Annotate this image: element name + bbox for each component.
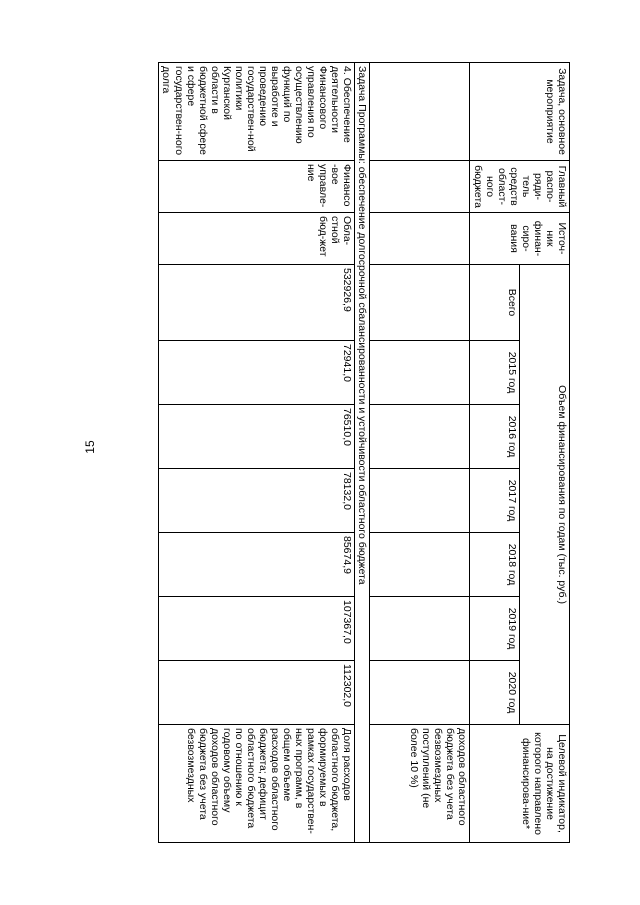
row-value: 72941,0 (159, 341, 355, 405)
prev-cell (370, 405, 470, 469)
prev-cell (370, 533, 470, 597)
header-year: 2019 год (470, 597, 520, 661)
row-task (159, 63, 355, 161)
section-title: Задача Программы: обеспечение долгосрочной сбалансированности и устойчивости областного бюджета (355, 63, 370, 843)
header-year: 2016 год (470, 405, 520, 469)
page-number: 15 (83, 440, 97, 454)
header-task: Задача, основное мероприятие (470, 63, 570, 161)
header-indicator: Целевой индикатор, на достижение которого направлено финансирова-ние* (470, 725, 570, 843)
row-value: 85674,9 (159, 533, 355, 597)
row-total: 532926,9 (159, 265, 355, 341)
prev-cell (370, 661, 470, 725)
prev-cell (370, 161, 470, 213)
header-year: 2020 год (470, 661, 520, 725)
row-value: 76510,0 (159, 405, 355, 469)
header-funding: Объем финансирования по годам (тыс. руб.) (520, 265, 570, 725)
row-manager: Финансо-вое управле-ние (159, 161, 355, 213)
row-value: 107367,0 (159, 597, 355, 661)
row-source: Обла-стной бюд-жет (159, 213, 355, 265)
rotated-table-sheet (70, 62, 570, 842)
prev-cell (370, 341, 470, 405)
row-task-text: Обеспечение деятельности Финансового управления по осуществлению функций по выработке и проведению государствен-ной политики Курганской области в бюджетной сфере и сфере государствен-ного долга (160, 66, 354, 156)
row-value: 112302,0 (159, 661, 355, 725)
row-number: 4. (341, 66, 354, 75)
prev-cell (370, 63, 470, 161)
prev-cell (370, 213, 470, 265)
header-year: 2015 год (470, 341, 520, 405)
header-year: 2018 год (470, 533, 520, 597)
row-indicator: Доля расходов областного бюджета, формируемых в рамках государствен-ных программ, в общем объеме расходов областного бюджета; дефицит областного бюджета по отношению к годовому объему доходов областного бюджета без учета безвозмездных (159, 725, 355, 843)
prev-cell (370, 469, 470, 533)
row-value: 78132,0 (159, 469, 355, 533)
prev-cell (370, 265, 470, 341)
funding-table (158, 62, 570, 843)
header-source: Источ-ник финан-сиро-вания (470, 213, 570, 265)
header-manager: Главный распо-ряди-тель средств област-ного бюджета (470, 161, 570, 213)
header-year: 2017 год (470, 469, 520, 533)
header-total: Всего (470, 265, 520, 341)
prev-indicator: доходов областного бюджета без учета безвозмездных поступлений (не более 10 %) (370, 725, 470, 843)
prev-cell (370, 597, 470, 661)
